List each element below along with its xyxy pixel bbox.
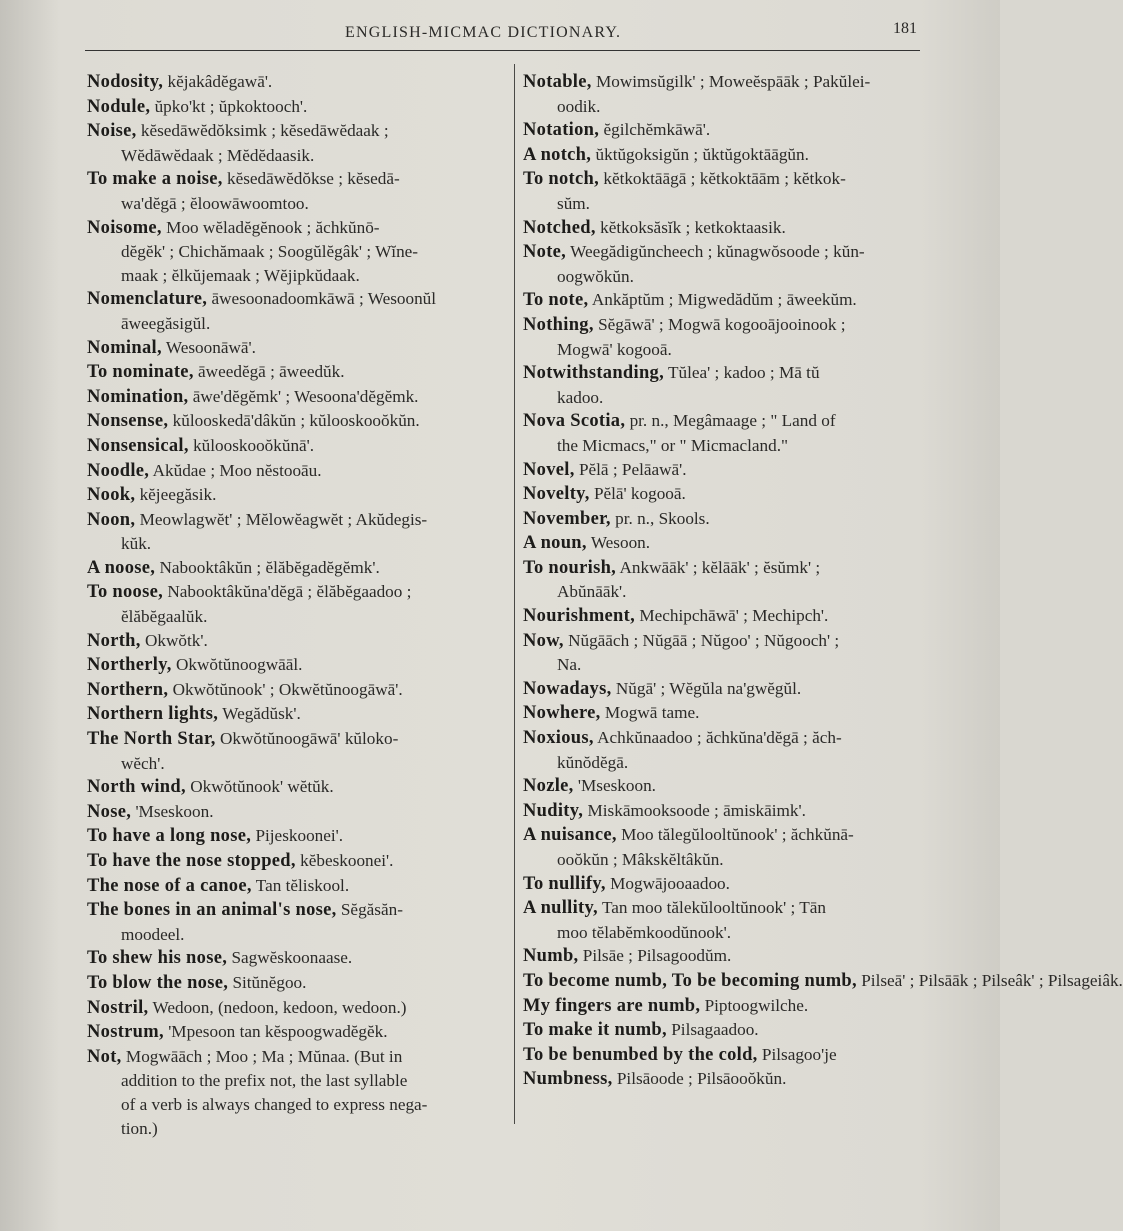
- entry-first-line: [523, 944, 933, 969]
- left-column: [87, 70, 505, 1140]
- headword: To shew his nose,: [87, 948, 228, 969]
- definition-continuation: kadoo.: [557, 387, 604, 407]
- headword: A nullity,: [523, 898, 598, 919]
- headword: Northerly,: [87, 655, 172, 676]
- dictionary-entry: [523, 604, 933, 629]
- headword: Noise,: [87, 121, 137, 142]
- headword: Nook,: [87, 485, 136, 506]
- dictionary-entry: [87, 775, 505, 800]
- headword: The nose of a canoe,: [87, 875, 252, 896]
- header-rule: [85, 50, 920, 51]
- headword: November,: [523, 508, 611, 529]
- definition-text: ŭktŭgoksigŭn ; ŭktŭgoktāāgŭn.: [595, 144, 809, 164]
- entry-first-line: [87, 556, 505, 581]
- definition-text: kŭlooskedā'dâkŭn ; kŭlooskooŏkŭn.: [172, 411, 420, 431]
- definition-text: Ankwāāk' ; kĕlāāk' ; ĕsŭmk' ;: [619, 557, 821, 577]
- headword: To be benumbed by the cold,: [523, 1044, 758, 1065]
- headword: Nodule,: [87, 96, 151, 117]
- headword: A noose,: [87, 557, 156, 578]
- dictionary-entry: [523, 70, 933, 118]
- dictionary-entry: [87, 483, 505, 508]
- dictionary-entry: [87, 216, 505, 288]
- definition-text: Mogwāāch ; Moo ; Ma ; Mŭnaa. (But in: [125, 1046, 403, 1066]
- dictionary-entry: [87, 996, 505, 1021]
- definition-text: Wesoon.: [590, 533, 651, 553]
- right-column: [523, 70, 1123, 1092]
- dictionary-entry: [87, 971, 505, 996]
- headword: Noisome,: [87, 217, 162, 238]
- headword: Noodle,: [87, 460, 150, 481]
- dictionary-entry: [87, 287, 505, 335]
- definition-continuation: of a verb is always changed to express nega-: [121, 1094, 428, 1114]
- dictionary-entry: [523, 118, 933, 143]
- entry-first-line: [87, 459, 505, 484]
- headword: A nuisance,: [523, 825, 617, 846]
- headword: Notation,: [523, 120, 600, 141]
- definition-continuation: tion.): [121, 1118, 158, 1138]
- entry-first-line: [87, 996, 505, 1021]
- definition-text: Sĕgăsăn-: [340, 900, 403, 920]
- definition-text: Sagwĕskoonaase.: [231, 948, 353, 968]
- entry-first-line: [523, 629, 933, 654]
- headword: To have a long nose,: [87, 826, 252, 847]
- entry-first-line: [523, 823, 933, 848]
- headword: Nourishment,: [523, 606, 636, 627]
- dictionary-entry: [523, 1018, 933, 1043]
- headword: Nose,: [87, 801, 132, 822]
- definition-continuation: kŭnŏdĕgā.: [557, 752, 629, 772]
- headword: My fingers are numb,: [523, 995, 701, 1016]
- entry-first-line: [523, 361, 933, 386]
- definition-text: Pilseā' ; Pilsāāk ; Pilseâk' ; Pilsageiâk.: [861, 970, 1123, 990]
- entry-first-line: [523, 556, 933, 581]
- entry-first-line: [87, 629, 505, 654]
- definition-text: Nŭgāāch ; Nŭgāā ; Nŭgoo' ; Nŭgooch' ;: [568, 630, 840, 650]
- definition-text: Pilsāe ; Pilsagoodŭm.: [582, 946, 732, 966]
- definition-text: Sitŭnĕgoo.: [232, 972, 307, 992]
- headword: Now,: [523, 630, 564, 651]
- entry-first-line: [523, 313, 933, 338]
- entry-first-line: [523, 482, 933, 507]
- definition-text: pr. n., Megâmaage ; " Land of: [629, 411, 836, 431]
- headword: The bones in an animal's nose,: [87, 900, 337, 921]
- definition-text: Pĕlā ; Pelāawā'.: [578, 459, 687, 479]
- entry-first-line: [523, 604, 933, 629]
- headword: Notched,: [523, 217, 596, 238]
- definition-text: Tan tĕliskool.: [255, 875, 350, 895]
- headword: Nozle,: [523, 776, 574, 797]
- entry-first-line: [87, 946, 505, 971]
- headword: To become numb, To be becoming numb,: [523, 970, 857, 991]
- dictionary-entry: [87, 385, 505, 410]
- definition-text: Piptoogwilche.: [704, 995, 809, 1015]
- definition-text: Okwŏtk'.: [145, 630, 208, 650]
- headword: Northern lights,: [87, 704, 219, 725]
- dictionary-entry: [87, 556, 505, 581]
- headword: Novel,: [523, 459, 575, 480]
- definition-text: 'Mpesoon tan kĕspoogwadĕgĕk.: [168, 1022, 388, 1042]
- dictionary-entry: [87, 727, 505, 775]
- dictionary-entry: [87, 434, 505, 459]
- definition-text: kŭlooskooŏkŭnā'.: [193, 435, 315, 455]
- entry-first-line: [87, 849, 505, 874]
- definition-text: 'Mseskoon.: [577, 776, 656, 796]
- entry-first-line: [87, 971, 505, 996]
- entry-first-line: [523, 726, 933, 751]
- headword: Nowhere,: [523, 703, 601, 724]
- dictionary-entry: [523, 458, 933, 483]
- definition-continuation: Abŭnāāk'.: [557, 582, 627, 602]
- entry-first-line: [87, 336, 505, 361]
- definition-continuation: wa'dĕgā ; ĕloowāwoomtoo.: [121, 193, 309, 213]
- entry-first-line: [87, 580, 505, 605]
- dictionary-entry: [87, 409, 505, 434]
- headword: To notch,: [523, 169, 600, 190]
- entry-first-line: [523, 288, 933, 313]
- dictionary-entry: [523, 216, 933, 241]
- definition-continuation: kŭk.: [121, 534, 152, 554]
- entry-first-line: [87, 70, 505, 95]
- definition-continuation: oodik.: [557, 96, 601, 116]
- dictionary-entry: [87, 360, 505, 385]
- definition-continuation: sŭm.: [557, 193, 590, 213]
- headword: A noun,: [523, 533, 587, 554]
- definition-text: Nŭgā' ; Wĕgŭla na'gwĕgŭl.: [615, 678, 802, 698]
- headword: To blow the nose,: [87, 972, 229, 993]
- definition-text: Pijeskoonei'.: [255, 826, 344, 846]
- headword: Nothing,: [523, 314, 594, 335]
- entry-first-line: [523, 774, 933, 799]
- dictionary-entry: [87, 336, 505, 361]
- dictionary-entry: [523, 167, 933, 215]
- definition-text: kĕtkoktāāgā ; kĕtkoktāām ; kĕtkok-: [603, 169, 846, 189]
- headword: Novelty,: [523, 484, 590, 505]
- dictionary-entry: [523, 288, 933, 313]
- headword: Not,: [87, 1046, 122, 1067]
- headword: Notwithstanding,: [523, 363, 665, 384]
- definition-text: pr. n., Skools.: [615, 508, 710, 528]
- dictionary-entry: [523, 507, 933, 532]
- headword: The North Star,: [87, 729, 216, 750]
- dictionary-entry: [87, 1045, 505, 1140]
- definition-text: kĕtkoksăsĭk ; ketkoktaasik.: [600, 217, 786, 237]
- running-head: ENGLISH-MICMAC DICTIONARY.: [345, 24, 622, 41]
- dictionary-entry: [523, 143, 933, 168]
- definition-text: Mechipchāwā' ; Mechipch'.: [639, 606, 829, 626]
- dictionary-entry: [87, 508, 505, 556]
- dictionary-entry: [523, 531, 933, 556]
- entry-first-line: [523, 458, 933, 483]
- entry-first-line: [523, 409, 933, 434]
- definition-text: kĕjeegăsik.: [139, 485, 217, 505]
- definition-continuation: oogwŏkŭn.: [557, 266, 634, 286]
- entry-first-line: [523, 531, 933, 556]
- definition-text: Mogwājooaadoo.: [610, 873, 730, 893]
- headword: To note,: [523, 290, 589, 311]
- headword: A notch,: [523, 144, 592, 165]
- page-header: [0, 20, 1000, 50]
- headword: North wind,: [87, 777, 186, 798]
- headword: Nomenclature,: [87, 289, 208, 310]
- definition-text: 'Mseskoon.: [135, 801, 214, 821]
- definition-text: kĕbeskoonei'.: [300, 851, 394, 870]
- definition-text: Achkŭnaadoo ; ăchkŭna'dĕgā ; ăch-: [597, 728, 842, 748]
- entry-first-line: [87, 1020, 505, 1045]
- definition-text: Wesoonāwā'.: [165, 337, 256, 357]
- entry-first-line: [87, 727, 505, 752]
- entry-first-line: [87, 653, 505, 678]
- dictionary-entry: [523, 1043, 933, 1068]
- entry-first-line: [523, 677, 933, 702]
- entry-first-line: [523, 1018, 933, 1043]
- definition-text: Okwŏtŭnoogāwā' kŭloko-: [220, 729, 399, 749]
- headword: Northern,: [87, 679, 169, 700]
- entry-first-line: [523, 143, 933, 168]
- definition-text: Ankăptŭm ; Migwedădŭm ; āweekŭm.: [591, 290, 857, 310]
- dictionary-entry: [523, 482, 933, 507]
- definition-continuation: Mogwā' kogooā.: [557, 339, 672, 359]
- dictionary-entry: [87, 702, 505, 727]
- entry-first-line: [87, 95, 505, 120]
- definition-text: kĕjakâdĕgawā'.: [167, 72, 273, 91]
- headword: Notable,: [523, 72, 592, 92]
- dictionary-entry: [87, 70, 505, 95]
- headword: To make a noise,: [87, 169, 223, 190]
- definition-text: Wedoon, (nedoon, kedoon, wedoon.): [152, 997, 407, 1017]
- dictionary-entry: [87, 167, 505, 215]
- entry-first-line: [87, 216, 505, 241]
- definition-continuation: the Micmacs," or " Micmacland.": [557, 435, 789, 455]
- dictionary-entry: [523, 313, 933, 361]
- dictionary-entry: [87, 580, 505, 628]
- binding-shadow: [0, 0, 60, 1231]
- headword: Noon,: [87, 509, 136, 530]
- entry-first-line: [87, 287, 505, 312]
- dictionary-entry: [523, 726, 933, 774]
- definition-text: āwe'dĕgĕmk' ; Wesoona'dĕgĕmk.: [192, 386, 419, 406]
- definition-text: Miskāmooksoode ; āmiskāimk'.: [587, 800, 806, 820]
- definition-continuation: moo tĕlabĕmkoodŭnook'.: [557, 922, 731, 942]
- dictionary-entry: [523, 872, 933, 897]
- dictionary-entry: [523, 556, 933, 604]
- entry-first-line: [87, 360, 505, 385]
- headword: To make it numb,: [523, 1020, 667, 1041]
- definition-text: Wegădŭsk'.: [222, 704, 301, 724]
- headword: Nudity,: [523, 800, 584, 821]
- definition-continuation: dĕgĕk' ; Chichămaak ; Soogŭlĕgâk' ; Wĭne-: [121, 242, 419, 262]
- entry-first-line: [87, 483, 505, 508]
- dictionary-entry: [87, 459, 505, 484]
- dictionary-entry: [523, 1067, 933, 1092]
- definition-text: Okwŏtŭnoogwāāl.: [175, 655, 303, 675]
- definition-text: Akŭdae ; Moo nĕstooāu.: [152, 460, 322, 480]
- dictionary-entry: [523, 896, 933, 944]
- dictionary-entry: [523, 994, 933, 1019]
- definition-text: Okwŏtŭnook' ; Okwĕtŭnoogāwā'.: [172, 679, 403, 699]
- dictionary-entry: [523, 799, 933, 824]
- headword: Nodosity,: [87, 72, 164, 92]
- definition-text: kĕsedāwĕdŏkse ; kĕsedā-: [227, 169, 400, 189]
- entry-first-line: [87, 409, 505, 434]
- definition-continuation: moodeel.: [121, 924, 185, 944]
- definition-continuation: addition to the prefix not, the last syllable: [121, 1071, 408, 1091]
- definition-text: Pĕlā' kogooā.: [593, 484, 686, 504]
- entry-first-line: [523, 799, 933, 824]
- entry-first-line: [87, 385, 505, 410]
- definition-continuation: Na.: [557, 655, 582, 675]
- dictionary-entry: [87, 629, 505, 654]
- headword: Nonsense,: [87, 411, 169, 432]
- definition-text: Mogwā tame.: [604, 703, 700, 723]
- dictionary-entry: [87, 1020, 505, 1045]
- entry-first-line: [523, 1067, 933, 1092]
- dictionary-entry: [87, 95, 505, 120]
- entry-first-line: [523, 969, 1123, 994]
- definition-text: Sĕgāwā' ; Mogwā kogooājooinook ;: [598, 314, 846, 334]
- dictionary-entry: [523, 701, 933, 726]
- definition-text: Pilsagoo'je: [761, 1044, 837, 1064]
- headword: Nostril,: [87, 997, 149, 1018]
- definition-continuation: wĕch'.: [121, 753, 165, 773]
- headword: Nomination,: [87, 386, 189, 407]
- entry-first-line: [523, 70, 933, 95]
- entry-first-line: [523, 118, 933, 143]
- headword: To nominate,: [87, 362, 194, 383]
- dictionary-entry: [523, 240, 933, 288]
- entry-first-line: [523, 167, 933, 192]
- headword: Nowadays,: [523, 678, 612, 699]
- headword: Noxious,: [523, 728, 594, 749]
- dictionary-entry: [87, 653, 505, 678]
- definition-text: ĕgilchĕmkāwā'.: [603, 120, 711, 140]
- definition-text: ŭpko'kt ; ŭpkoktooch'.: [154, 96, 308, 116]
- definition-text: Moo tălegŭlooltŭnook' ; ăchkŭnā-: [621, 825, 854, 845]
- dictionary-entry: [87, 946, 505, 971]
- entry-first-line: [87, 824, 505, 849]
- entry-first-line: [523, 240, 933, 265]
- dictionary-entry: [523, 969, 1123, 994]
- headword: Numb,: [523, 946, 579, 967]
- entry-first-line: [87, 898, 505, 923]
- definition-text: Nabooktâkŭna'dĕgā ; ĕlăbĕgaadoo ;: [167, 582, 412, 602]
- definition-continuation: ĕlăbĕgaalŭk.: [121, 607, 208, 627]
- dictionary-entry: [523, 409, 933, 457]
- definition-text: Pilsāoode ; Pilsāooŏkŭn.: [616, 1069, 787, 1089]
- dictionary-entry: [523, 944, 933, 969]
- entry-first-line: [523, 701, 933, 726]
- column-divider: [514, 64, 515, 1124]
- entry-first-line: [87, 508, 505, 533]
- entry-first-line: [87, 167, 505, 192]
- page-number: 181: [893, 20, 917, 37]
- entry-first-line: [87, 702, 505, 727]
- definition-text: Tan moo tălekŭlooltŭnook' ; Tān: [601, 898, 827, 918]
- headword: Nova Scotia,: [523, 411, 626, 432]
- dictionary-entry: [523, 774, 933, 799]
- dictionary-entry: [523, 629, 933, 677]
- entry-first-line: [523, 896, 933, 921]
- entry-first-line: [87, 119, 505, 144]
- definition-continuation: āweegăsigŭl.: [121, 313, 211, 333]
- definition-text: Okwŏtŭnook' wĕtŭk.: [190, 777, 334, 797]
- dictionary-entry: [87, 824, 505, 849]
- dictionary-entry: [87, 678, 505, 703]
- definition-text: Weegădigŭncheech ; kŭnagwŏsoode ; kŭn-: [570, 242, 865, 262]
- headword: Nostrum,: [87, 1022, 164, 1043]
- entry-first-line: [523, 1043, 933, 1068]
- entry-first-line: [523, 507, 933, 532]
- dictionary-entry: [523, 823, 933, 871]
- entry-first-line: [87, 874, 505, 899]
- entry-first-line: [87, 800, 505, 825]
- headword: To have the nose stopped,: [87, 851, 296, 871]
- headword: To nullify,: [523, 873, 606, 894]
- entry-first-line: [87, 678, 505, 703]
- definition-continuation: Wĕdāwĕdaak ; Mĕdĕdaasik.: [121, 145, 315, 165]
- definition-text: āweedĕgā ; āweedŭk.: [198, 362, 345, 382]
- dictionary-entry: [87, 800, 505, 825]
- entry-first-line: [87, 434, 505, 459]
- entry-first-line: [523, 872, 933, 897]
- headword: Note,: [523, 242, 567, 263]
- entry-first-line: [87, 1045, 505, 1070]
- definition-continuation: maak ; ĕlkŭjemaak ; Wĕjipkŭdaak.: [121, 265, 360, 285]
- headword: Numbness,: [523, 1069, 613, 1090]
- headword: Nominal,: [87, 337, 162, 358]
- dictionary-entry: [87, 874, 505, 899]
- headword: Nonsensical,: [87, 435, 189, 456]
- dictionary-entry: [87, 849, 505, 874]
- dictionary-entry: [87, 119, 505, 167]
- dictionary-entry: [523, 361, 933, 409]
- definition-text: Mowimsŭgilk' ; Moweĕspāāk ; Pakŭlei-: [595, 72, 871, 91]
- definition-text: Tŭlea' ; kadoo ; Mā tŭ: [668, 363, 820, 383]
- dictionary-entry: [87, 898, 505, 946]
- headword: North,: [87, 630, 141, 651]
- definition-text: Nabooktâkŭn ; ĕlăbĕgadĕgĕmk'.: [159, 557, 380, 577]
- definition-text: Pilsagaadoo.: [671, 1020, 759, 1040]
- headword: To noose,: [87, 582, 164, 603]
- headword: To nourish,: [523, 557, 617, 578]
- entry-first-line: [523, 216, 933, 241]
- definition-text: Moo wĕladĕgĕnook ; ăchkŭnō-: [166, 217, 380, 237]
- dictionary-entry: [523, 677, 933, 702]
- definition-text: Meowlagwĕt' ; Mĕlowĕagwĕt ; Akŭdegis-: [139, 509, 428, 529]
- entry-first-line: [87, 775, 505, 800]
- entry-first-line: [523, 994, 933, 1019]
- definition-continuation: ooŏkŭn ; Mâkskĕltâkŭn.: [557, 850, 724, 869]
- definition-text: kĕsedāwĕdŏksimk ; kĕsedāwĕdaak ;: [140, 121, 389, 141]
- definition-text: āwesoonadoomkāwā ; Wesoonŭl: [211, 289, 437, 309]
